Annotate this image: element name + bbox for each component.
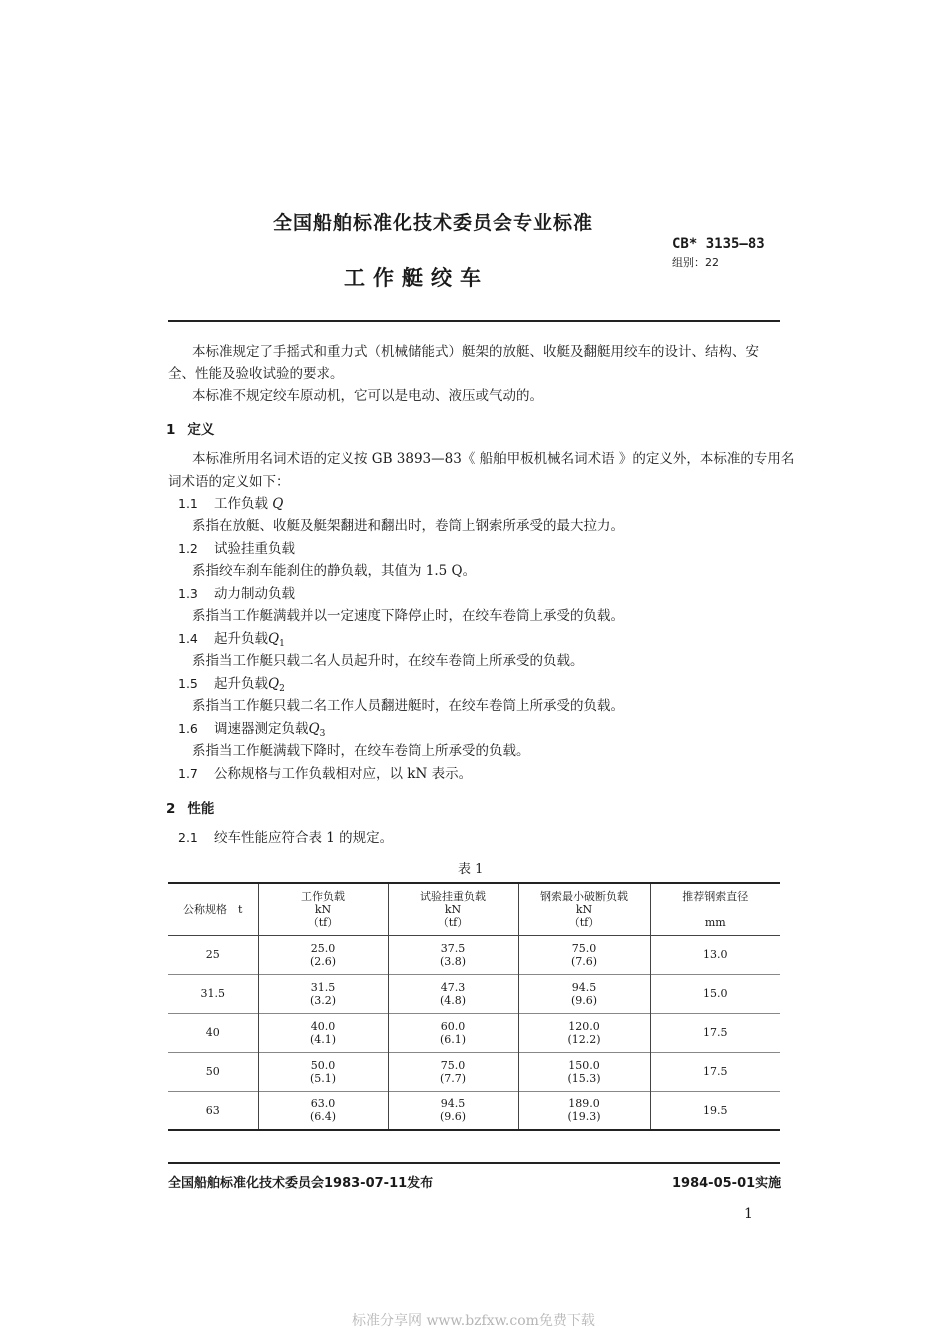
issue-date: 全国船舶标准化技术委员会1983-07-11发布 <box>168 1176 434 1191</box>
cell-nominal-size: 25 <box>205 948 220 961</box>
cell-test-load: 47.3 (4.8) <box>388 974 518 1013</box>
cell-test-load: 94.5 (9.6) <box>388 1091 518 1130</box>
definition-term: 工作负载 <box>214 496 273 512</box>
winch-performance-table <box>168 882 780 1131</box>
cell-breaking-load: 120.0 (12.2) <box>518 1013 650 1052</box>
watermark: 标准分享网 www.bzfxw.com免费下载 <box>352 1313 595 1329</box>
section-2-title: 性能 <box>187 801 215 817</box>
section-1-title: 定义 <box>187 422 215 438</box>
table-row <box>168 1052 780 1091</box>
cell-test-load: 37.5 (3.8) <box>388 935 518 974</box>
table-header-row <box>168 883 780 935</box>
definition-symbol: Q <box>268 676 280 692</box>
definition-1-2-term <box>178 537 295 557</box>
cell-rope-diameter: 15.0 <box>650 974 780 1013</box>
cell-nominal-size: 31.5 <box>168 974 258 1013</box>
definition-1-3-desc: 系指当工作艇满载并以一定速度下降停止时，在绞车卷筒上承受的负载。 <box>192 608 624 624</box>
definition-symbol: Q <box>308 721 320 737</box>
definition-1-5-term <box>178 672 285 694</box>
definition-number: 1.3 <box>178 586 198 601</box>
issuing-organization: 全国船舶标准化技术委员会专业标准 <box>273 212 594 234</box>
section-1-heading <box>166 418 214 438</box>
section-2-heading <box>166 797 214 817</box>
section-2-number: 2 <box>166 801 176 817</box>
definition-term: 试验挂重负载 <box>214 541 295 557</box>
cell-working-load: 63.0 (6.4) <box>258 1091 388 1130</box>
definition-subscript: 1 <box>279 639 285 649</box>
header-working-load: 工作负载 kN （tf） <box>258 883 388 935</box>
table-row <box>168 1013 780 1052</box>
effective-date: 1984-05-01实施 <box>672 1176 782 1191</box>
cell-breaking-load: 94.5 (9.6) <box>518 974 650 1013</box>
cell-test-load: 60.0 (6.1) <box>388 1013 518 1052</box>
definition-term: 起升负载 <box>214 631 268 647</box>
definition-1-6-desc: 系指当工作艇满载下降时，在绞车卷筒上所承受的负载。 <box>192 743 530 759</box>
cell-nominal-size: 63 <box>168 1091 258 1130</box>
definition-term: 起升负载 <box>214 676 268 692</box>
definition-number: 1.7 <box>178 766 198 781</box>
definition-1-6-term <box>178 717 325 739</box>
definition-term: 调速器测定负载 <box>214 721 309 737</box>
intro-paragraph-2: 本标准不规定绞车原动机，它可以是电动、液压或气动的。 <box>192 388 543 404</box>
definition-1-1-term <box>178 492 283 512</box>
definition-1-3-term <box>178 582 295 602</box>
header-breaking-load: 钢索最小破断负载 kN （tf） <box>518 883 650 935</box>
document-title: 工作艇绞车 <box>344 266 489 290</box>
table-row <box>168 1091 780 1130</box>
cell-rope-diameter: 13.0 <box>650 935 780 974</box>
clause-text: 绞车性能应符合表 1 的规定。 <box>214 830 394 846</box>
definition-number: 1.6 <box>178 721 198 736</box>
group-label: 组别：22 <box>672 256 719 269</box>
definition-subscript: 2 <box>279 684 285 694</box>
definition-number: 1.5 <box>178 676 198 691</box>
section-1-intro-line-2: 词术语的定义如下： <box>168 474 290 490</box>
definition-term: 动力制动负载 <box>214 586 295 602</box>
cell-test-load: 75.0 (7.7) <box>388 1052 518 1091</box>
definition-number: 1.1 <box>178 496 198 511</box>
definition-symbol: Q <box>268 631 280 647</box>
cell-working-load: 40.0 (4.1) <box>258 1013 388 1052</box>
cell-nominal-size: 40 <box>168 1013 258 1052</box>
top-divider <box>168 320 780 322</box>
definition-1-4-term <box>178 627 285 649</box>
table-row <box>168 935 780 974</box>
intro-paragraph-1-line-2: 全、性能及验收试验的要求。 <box>168 366 344 382</box>
section-1-intro-line-1: 本标准所用名词术语的定义按 GB 3893—83《 船舶甲板机械名词术语 》的定义外，本标准的专用名 <box>192 451 795 467</box>
definition-symbol: Q <box>272 496 284 512</box>
clause-2-1 <box>178 826 393 846</box>
definition-number: 1.2 <box>178 541 198 556</box>
definition-term: 公称规格与工作负载相对应，以 kN 表示。 <box>214 766 473 782</box>
definition-number: 1.4 <box>178 631 198 646</box>
page-number: 1 <box>744 1206 753 1222</box>
definition-1-4-desc: 系指当工作艇只载二名人员起升时，在绞车卷筒上所承受的负载。 <box>192 653 584 669</box>
cell-breaking-load: 189.0 (19.3) <box>518 1091 650 1130</box>
definition-1-1-desc: 系指在放艇、收艇及艇架翻进和翻出时，卷筒上钢索所承受的最大拉力。 <box>192 518 624 534</box>
definition-1-2-desc: 系指绞车刹车能刹住的静负载，其值为 1.5 Q。 <box>192 563 477 579</box>
table-row <box>168 974 780 1013</box>
cell-breaking-load: 75.0 (7.6) <box>518 935 650 974</box>
intro-paragraph-1-line-1: 本标准规定了手摇式和重力式（机械储能式）艇架的放艇、收艇及翻艇用绞车的设计、结构、安 <box>192 344 759 360</box>
cell-nominal-size: 50 <box>168 1052 258 1091</box>
table-caption: 表 1 <box>458 862 484 877</box>
section-1-number: 1 <box>166 422 176 438</box>
cell-working-load: 50.0 (5.1) <box>258 1052 388 1091</box>
definition-subscript: 3 <box>319 729 326 739</box>
cell-breaking-load: 150.0 (15.3) <box>518 1052 650 1091</box>
header-test-load: 试验挂重负载 kN （tf） <box>388 883 518 935</box>
standard-number: CB* 3135—83 <box>672 236 765 252</box>
header-nominal-size: 公称规格 t <box>168 883 258 935</box>
definition-1-7 <box>178 762 472 782</box>
bottom-divider <box>168 1162 780 1164</box>
clause-number: 2.1 <box>178 830 198 845</box>
cell-rope-diameter: 19.5 <box>650 1091 780 1130</box>
header-rope-diameter: 推荐钢索直径 mm <box>650 883 780 935</box>
definition-1-5-desc: 系指当工作艇只载二名工作人员翻进艇时，在绞车卷筒上所承受的负载。 <box>192 698 624 714</box>
cell-working-load: 31.5 (3.2) <box>258 974 388 1013</box>
cell-rope-diameter: 17.5 <box>650 1013 780 1052</box>
cell-rope-diameter: 17.5 <box>650 1052 780 1091</box>
cell-working-load: 25.0 (2.6) <box>258 935 388 974</box>
